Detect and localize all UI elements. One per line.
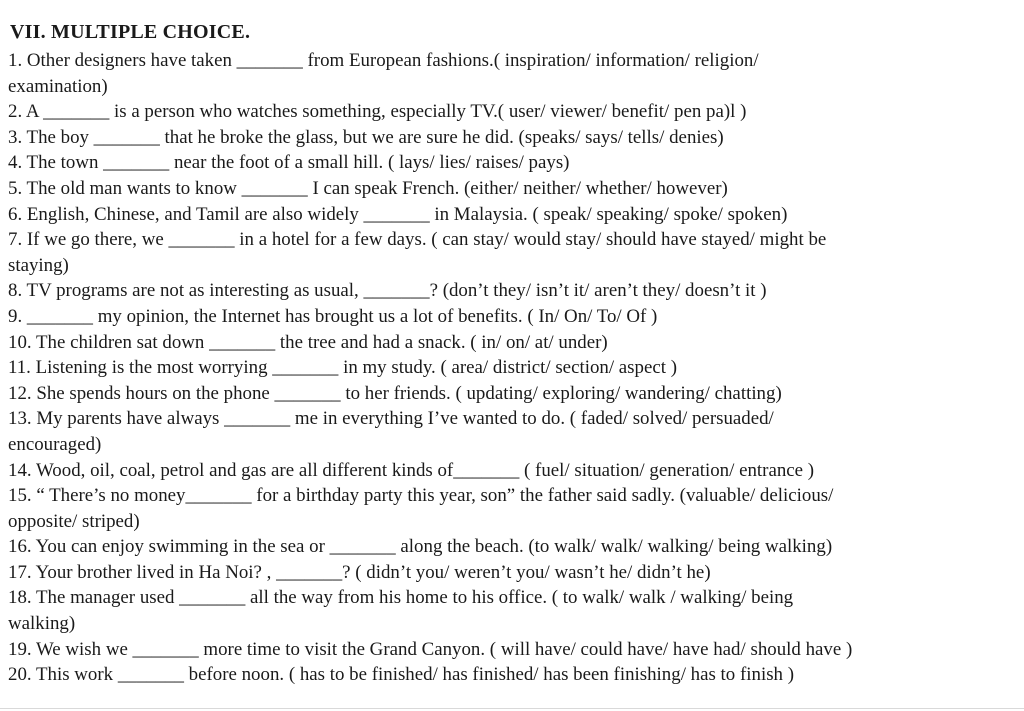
question-line-continuation: walking) <box>8 613 76 635</box>
question-line: 4. The town _______ near the foot of a small hill. ( lays/ lies/ raises/ pays) <box>8 152 570 174</box>
question-line: 6. English, Chinese, and Tamil are also widely _______ in Malaysia. ( speak/ speaking/ spoke/ spoken) <box>8 203 788 225</box>
question-line: 13. My parents have always _______ me in everything I’ve wanted to do. ( faded/ solved/ persuaded/ <box>8 408 774 430</box>
question-line: 12. She spends hours on the phone _______ to her friends. ( updating/ exploring/ wandering/ chatting) <box>8 382 782 404</box>
question-line-continuation: examination) <box>8 75 108 97</box>
question-line-continuation: encouraged) <box>8 433 102 455</box>
question-line: 9. _______ my opinion, the Internet has brought us a lot of benefits. ( In/ On/ To/ Of ) <box>8 305 658 327</box>
page-bottom-divider <box>0 708 1024 709</box>
question-line: 7. If we go there, we _______ in a hotel for a few days. ( can stay/ would stay/ should have stayed/ might be <box>8 229 827 251</box>
question-line-continuation: opposite/ striped) <box>8 510 140 532</box>
question-line: 5. The old man wants to know _______ I can speak French. (either/ neither/ whether/ however) <box>8 177 728 199</box>
question-line: 1. Other designers have taken _______ from European fashions.( inspiration/ information/ religion/ <box>8 50 759 71</box>
question-line: 18. The manager used _______ all the way from his home to his office. ( to walk/ walk / walking/ being <box>8 587 794 609</box>
question-line: 17. Your brother lived in Ha Noi? , _______? ( didn’t you/ weren’t you/ wasn’t he/ didn’t he) <box>8 561 711 583</box>
question-line: 8. TV programs are not as interesting as usual, _______? (don’t they/ isn’t it/ aren’t they/ doesn’t it ) <box>8 280 767 302</box>
question-line: 16. You can enjoy swimming in the sea or _______ along the beach. (to walk/ walk/ walking/ being walking) <box>8 536 833 558</box>
question-line: 14. Wood, oil, coal, petrol and gas are all different kinds of_______ ( fuel/ situation/ generation/ entrance ) <box>8 459 815 481</box>
question-line-continuation: staying) <box>8 254 69 276</box>
question-line: 15. “ There’s no money_______ for a birthday party this year, son” the father said sadly. (valuable/ delicious/ <box>8 485 834 507</box>
question-line: 10. The children sat down _______ the tree and had a snack. ( in/ on/ at/ under) <box>8 331 608 353</box>
question-line: 11. Listening is the most worrying _______ in my study. ( area/ district/ section/ aspect ) <box>8 357 678 379</box>
question-line: 2. A _______ is a person who watches something, especially TV.( user/ viewer/ benefit/ pen pa)l ) <box>8 101 747 123</box>
question-line: 3. The boy _______ that he broke the glass, but we are sure he did. (speaks/ says/ tells/ denies) <box>8 126 724 148</box>
question-line: 20. This work _______ before noon. ( has to be finished/ has finished/ has been finishing/ has to finish ) <box>8 664 795 686</box>
question-list <box>8 48 1024 688</box>
question-line: 19. We wish we _______ more time to visit the Grand Canyon. ( will have/ could have/ have had/ should have ) <box>8 638 853 660</box>
section-title: VII. MULTIPLE CHOICE. <box>10 21 251 43</box>
